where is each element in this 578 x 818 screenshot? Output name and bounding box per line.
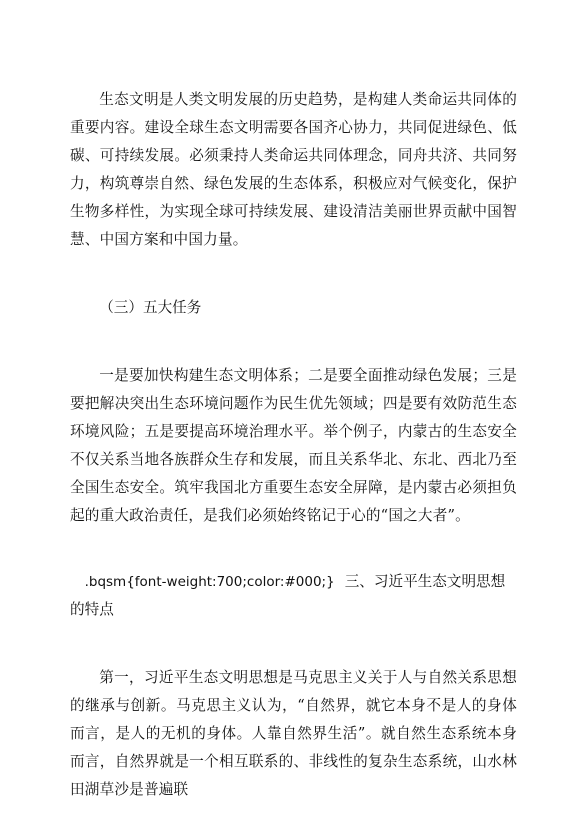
section-heading-characteristics [70, 568, 517, 624]
paragraph-ecological-civilization: 生态文明是人类文明发展的历史趋势，是构建人类命运共同体的重要内容。建设全球生态文明需要各国齐心协力，共同促进绿色、低碳、可持续发展。必须秉持人类命运共同体理念，同舟共济、共同努力，构筑尊崇自然、绿色发展的生态体系，积极应对气候变化，保护生物多样性，为实现全球可持续发展、建设清洁美丽世界贡献中国智慧、中国方案和中国力量。 [70, 91, 517, 248]
section-heading-text: 三、习近平生态文明思想的特点 [70, 573, 506, 618]
paragraph-first-characteristic: 第一，习近平生态文明思想是马克思主义关于人与自然关系思想的继承与创新。马克思主义认为，“自然界，就它本身不是人的身体而言，是人的无机的身体。人靠自然界生活”。就自然生态系统本身而言，自然界就是一个相互联系的、非线性的复杂生态系统，山水林田湖草沙是普遍联 [70, 669, 517, 798]
spacer [70, 254, 517, 294]
spacer [70, 322, 517, 362]
css-text-artifact: .bqsm{font-weight:700;color:#000;} [84, 574, 335, 590]
section-heading-five-tasks: （三）五大任务 [99, 299, 202, 316]
paragraph-five-tasks: 一是要加快构建生态文明体系；二是要全面推动绿色发展；三是要把解决突出生态环境问题作为民生优先领域；四是要有效防范生态环境风险；五是要提高环境治理水平。举个例子，内蒙古的生态安全不仅关系当地各族群众生存和发展，而且关系华北、东北、西北乃至全国生态安全。筑牢我国北方重要生态安全屏障，是内蒙古必须担负起的重大政治责任，是我们必须始终铭记于心的“国之大者”。 [70, 367, 517, 524]
spacer [70, 530, 517, 568]
document-page [70, 86, 517, 804]
spacer [70, 624, 517, 664]
